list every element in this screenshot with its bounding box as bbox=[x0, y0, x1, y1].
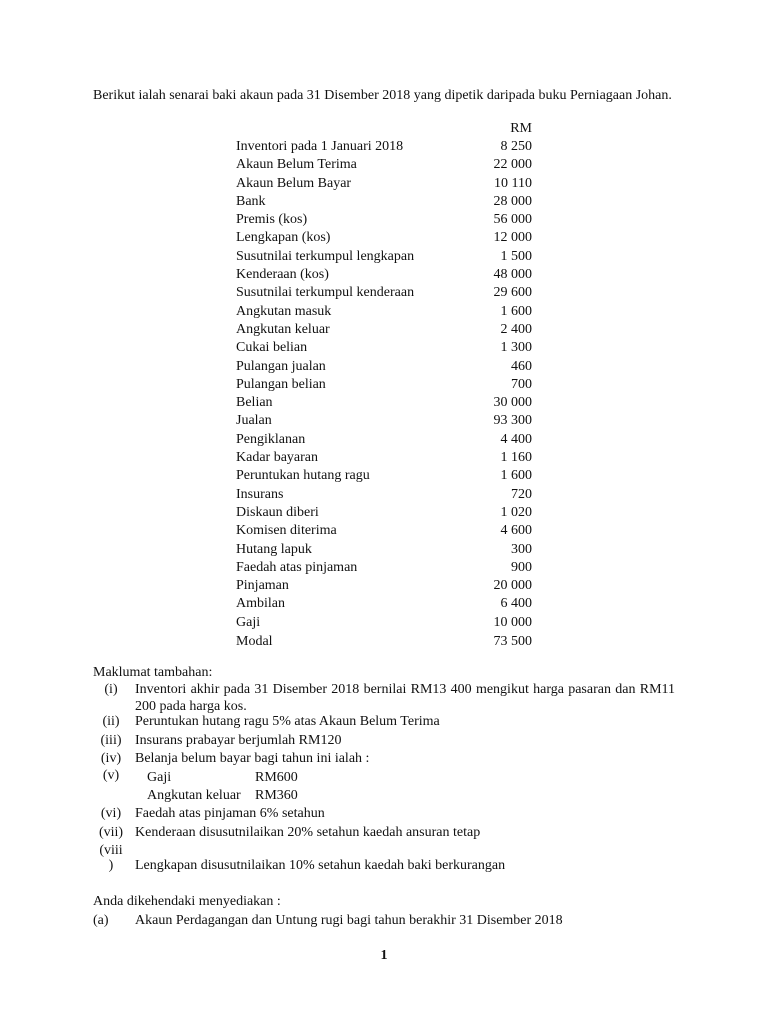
ledger-account-name: Insurans bbox=[236, 486, 284, 502]
ledger-amount: 10 000 bbox=[493, 614, 532, 630]
ledger-account-name: Pengiklanan bbox=[236, 431, 306, 447]
ledger-amount: 900 bbox=[511, 559, 532, 575]
ledger-row bbox=[236, 193, 532, 211]
ledger-amount: 1 160 bbox=[500, 450, 532, 466]
info-item-text: Faedah atas pinjaman 6% setahun bbox=[135, 806, 325, 821]
ledger-row bbox=[236, 303, 532, 321]
ledger-row bbox=[236, 522, 532, 540]
ledger-amount: 1 500 bbox=[500, 248, 532, 264]
info-item-text: Lengkapan disusutnilaikan 10% setahun kaedah baki berkurangan bbox=[135, 858, 506, 873]
ledger-row bbox=[236, 633, 532, 651]
ledger-account-name: Akaun Belum Terima bbox=[236, 157, 357, 173]
ledger-amount: 20 000 bbox=[493, 578, 532, 594]
ledger-amount: 30 000 bbox=[493, 395, 532, 411]
info-item-text: Insurans prabayar berjumlah RM120 bbox=[135, 733, 342, 748]
ledger-account-name: Pinjaman bbox=[236, 578, 289, 594]
ledger-row bbox=[236, 577, 532, 595]
ledger-row bbox=[236, 486, 532, 504]
ledger-row bbox=[236, 467, 532, 485]
ledger-account-name: Peruntukan hutang ragu bbox=[236, 468, 370, 484]
info-item-text: Kenderaan disusutnilaikan 20% setahun kaedah ansuran tetap bbox=[135, 825, 481, 840]
accrued-expense-label: Angkutan keluar bbox=[147, 788, 241, 803]
ledger-account-name: Komisen diterima bbox=[236, 523, 337, 539]
ledger-account-name: Kenderaan (kos) bbox=[236, 267, 329, 283]
ledger-row bbox=[236, 175, 532, 193]
info-item-number: (iv) bbox=[100, 751, 122, 766]
info-item-number: (i) bbox=[104, 682, 118, 697]
ledger-account-name: Faedah atas pinjaman bbox=[236, 559, 358, 575]
ledger-account-name: Susutnilai terkumpul lengkapan bbox=[236, 248, 415, 264]
ledger-row bbox=[236, 614, 532, 632]
ledger-amount: 4 600 bbox=[500, 523, 532, 539]
ledger-row bbox=[236, 449, 532, 467]
accrued-expense-label: Gaji bbox=[147, 770, 172, 785]
ledger-amount: 1 300 bbox=[500, 340, 532, 356]
ledger-amount: 2 400 bbox=[500, 321, 532, 337]
ledger-amount: 6 400 bbox=[500, 596, 532, 612]
ledger-amount: 28 000 bbox=[493, 193, 532, 209]
additional-info-title: Maklumat tambahan: bbox=[93, 665, 213, 680]
ledger-account-name: Modal bbox=[236, 634, 273, 650]
info-item-number: (iii) bbox=[100, 733, 122, 748]
ledger-row bbox=[236, 229, 532, 247]
ledger-account-name: Inventori pada 1 Januari 2018 bbox=[236, 139, 404, 154]
ledger-row bbox=[236, 266, 532, 284]
ledger-account-name: Susutnilai terkumpul kenderaan bbox=[236, 285, 415, 301]
info-item-number: (viii bbox=[99, 843, 123, 858]
ledger-amount: 1 600 bbox=[500, 468, 532, 484]
requirement-number: (a) bbox=[93, 913, 109, 928]
ledger-row bbox=[236, 138, 532, 156]
ledger-row bbox=[236, 284, 532, 302]
ledger-account-name: Pulangan jualan bbox=[236, 358, 326, 374]
ledger-amount: 4 400 bbox=[500, 431, 532, 447]
ledger-row bbox=[236, 559, 532, 577]
ledger-account-name: Angkutan keluar bbox=[236, 321, 330, 337]
ledger-account-name: Akaun Belum Bayar bbox=[236, 175, 352, 191]
info-item-text: Inventori akhir pada 31 Disember 2018 bernilai RM13 400 mengikut harga pasaran dan RM11 200 pada harga kos. bbox=[135, 682, 675, 714]
ledger-account-name: Jualan bbox=[236, 413, 272, 429]
ledger-account-name: Pulangan belian bbox=[236, 376, 326, 392]
intro-paragraph: Berikut ialah senarai baki akaun pada 31 Disember 2018 yang dipetik daripada buku Perniagaan Johan. bbox=[93, 88, 672, 103]
ledger-row bbox=[236, 321, 532, 339]
ledger-amount: 22 000 bbox=[493, 157, 532, 173]
page-number: 1 bbox=[380, 948, 388, 963]
ledger-amount: 56 000 bbox=[493, 212, 532, 228]
trial-balance-list bbox=[236, 138, 532, 651]
ledger-account-name: Hutang lapuk bbox=[236, 541, 312, 557]
ledger-account-name: Angkutan masuk bbox=[236, 303, 332, 319]
ledger-row bbox=[236, 412, 532, 430]
info-item-i bbox=[93, 681, 677, 715]
ledger-row bbox=[236, 339, 532, 357]
ledger-row bbox=[236, 248, 532, 266]
ledger-account-name: Ambilan bbox=[236, 596, 285, 612]
ledger-row bbox=[236, 541, 532, 559]
ledger-account-name: Lengkapan (kos) bbox=[236, 230, 331, 246]
ledger-amount: 300 bbox=[511, 541, 532, 557]
info-item-number: (ii) bbox=[102, 714, 120, 729]
ledger-row bbox=[236, 211, 532, 229]
ledger-row bbox=[236, 394, 532, 412]
ledger-amount: 48 000 bbox=[493, 267, 532, 283]
ledger-account-name: Cukai belian bbox=[236, 340, 308, 356]
info-item-text: Belanja belum bayar bagi tahun ini ialah : bbox=[135, 751, 370, 766]
accrued-expense-row bbox=[147, 769, 298, 786]
info-item-number-cont: ) bbox=[108, 858, 114, 873]
ledger-amount: 1 020 bbox=[500, 504, 532, 520]
ledger-amount: 93 300 bbox=[493, 413, 532, 429]
accrued-expense-amount: RM600 bbox=[255, 770, 298, 785]
ledger-row bbox=[236, 156, 532, 174]
ledger-amount: 73 500 bbox=[493, 634, 532, 650]
ledger-amount: 29 600 bbox=[493, 285, 532, 301]
ledger-account-name: Belian bbox=[236, 395, 273, 411]
ledger-account-name: Bank bbox=[236, 193, 266, 209]
ledger-amount: 10 110 bbox=[494, 175, 532, 191]
ledger-account-name: Premis (kos) bbox=[236, 212, 308, 228]
ledger-row bbox=[236, 431, 532, 449]
currency-header: RM bbox=[510, 121, 532, 136]
ledger-row bbox=[236, 358, 532, 376]
info-item-number: (vii) bbox=[98, 825, 124, 840]
ledger-row bbox=[236, 595, 532, 613]
ledger-account-name: Kadar bayaran bbox=[236, 450, 319, 466]
ledger-account-name: Gaji bbox=[236, 614, 261, 630]
accrued-expense-row bbox=[147, 787, 298, 804]
ledger-account-name: Diskaun diberi bbox=[236, 504, 319, 520]
ledger-amount: 8 250 bbox=[500, 139, 532, 154]
ledger-amount: 12 000 bbox=[493, 230, 532, 246]
info-item-number: (vi) bbox=[100, 806, 122, 821]
ledger-amount: 460 bbox=[511, 358, 532, 374]
info-item-number: (v) bbox=[102, 768, 120, 783]
ledger-amount: 720 bbox=[511, 486, 532, 502]
ledger-row bbox=[236, 376, 532, 394]
ledger-amount: 1 600 bbox=[500, 303, 532, 319]
requirement-text: Akaun Perdagangan dan Untung rugi bagi tahun berakhir 31 Disember 2018 bbox=[135, 913, 563, 928]
ledger-row bbox=[236, 504, 532, 522]
accrued-expense-amount: RM360 bbox=[255, 788, 298, 803]
ledger-amount: 700 bbox=[511, 376, 532, 392]
requirements-title: Anda dikehendaki menyediakan : bbox=[93, 894, 281, 909]
info-item-text: Peruntukan hutang ragu 5% atas Akaun Belum Terima bbox=[135, 714, 440, 729]
